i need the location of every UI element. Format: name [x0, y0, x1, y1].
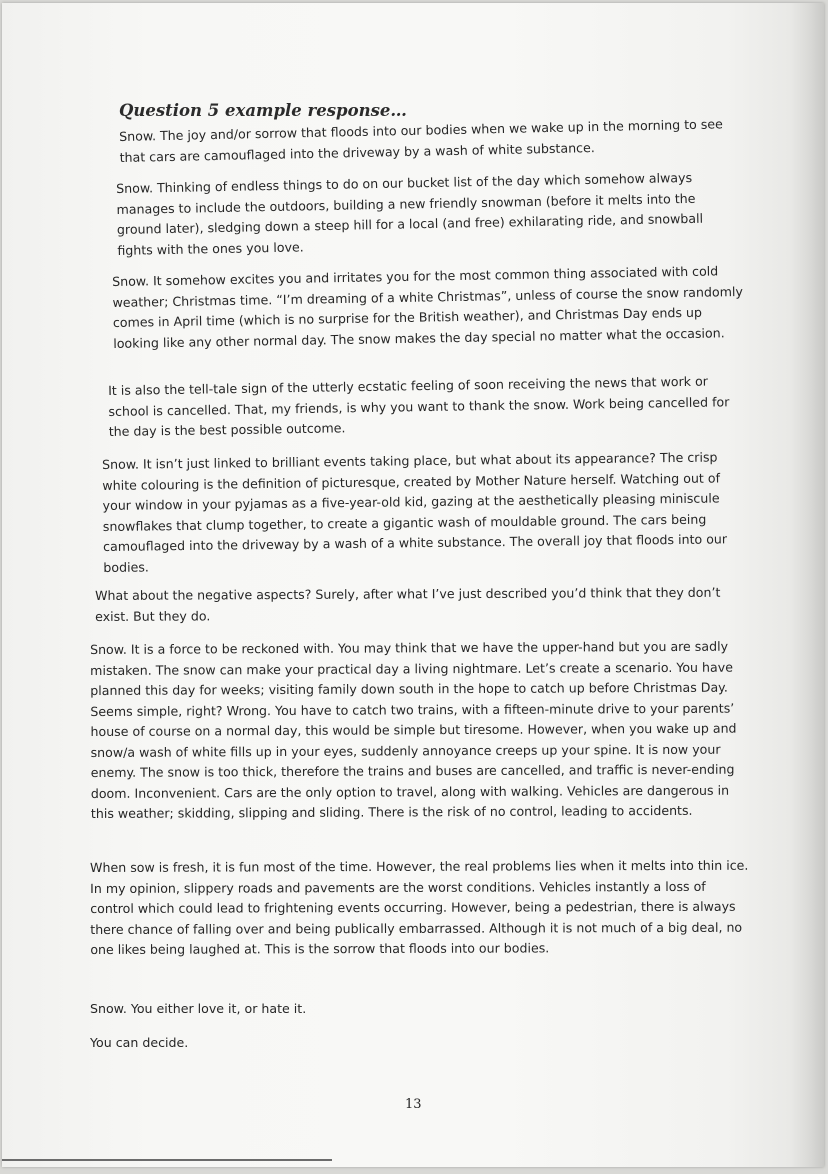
paragraph-1: Snow. The joy and/or sorrow that floods into our bodies when we wake up in the morning to see that cars are camouflaged into the driveway by a wash of white substance.: [119, 116, 723, 165]
paragraph-6: What about the negative aspects? Surely, after what I’ve just described you’d think that they don’t exist. But they do.: [95, 584, 721, 624]
page-number: 13: [405, 1097, 422, 1112]
paragraph-10: You can decide.: [90, 1035, 189, 1050]
paragraph-7: Snow. It is a force to be reckoned with. You may think that we have the upper-hand but you are sadly mistaken. The snow can make your practical day a living nightmare. Let’s create a scenario. You have planned this day for weeks; visiting family down south in the hope to catch up before Christmas Day. Seems simple, right? Wrong. You have to catch two trains, with a fifteen-minute drive to your parents’ house of course on a normal day, this would be simple but tiresome. However, when you wake up and snow/a wash of white fills up in your eyes, suddenly annoyance creeps up your spine. It is now your enemy. The snow is too thick, therefore the trains and buses are cancelled, and traffic is never-ending doom. Inconvenient. Cars are the only option to travel, along with walking. Vehicles are dangerous in this weather; skidding, slipping and sliding. There is the risk of no control, leading to accidents.: [90, 638, 737, 821]
paragraph-2: Snow. Thinking of endless things to do on our bucket list of the day which somehow always manages to include the outdoors, building a new friendly snowman (before it melts into the ground later), sledging down a steep hill for a local (and free) exhilarating ride, and snowball fights with the ones you love.: [116, 169, 704, 258]
paragraph-3: Snow. It somehow excites you and irritates you for the most common thing associated with cold weather; Christmas time. “I’m dreaming of a white Christmas”, unless of course the snow randomly comes in April time (which is no surprise for the British weather), and Christmas Day ends up looking like any other normal day. The snow makes the day special no matter what the occasion.: [112, 263, 743, 351]
bottom-edge-line: [2, 1159, 332, 1161]
document-page: [2, 3, 824, 1167]
page-title: Question 5 example response…: [119, 101, 407, 120]
binding-shadow: [790, 3, 824, 1167]
paragraph-9: Snow. You either love it, or hate it.: [90, 1001, 307, 1016]
paragraph-8: When sow is fresh, it is fun most of the time. However, the real problems lies when it melts into thin ice. In my opinion, slippery roads and pavements are the worst conditions. Vehicles instantly a loss of control which could lead to frightening events occurring. However, being a pedestrian, there is always there chance of falling over and being publically embarrassed. Although it is not much of a big deal, no one likes being laughed at. This is the sorrow that floods into our bodies.: [90, 857, 749, 957]
paragraph-5: Snow. It isn’t just linked to brilliant events taking place, but what about its appearance? The crisp white colouring is the definition of picturesque, created by Mother Nature herself. Watching out of your window in your pyjamas as a five-year-old kid, gazing at the aesthetically pleasing miniscule snowflakes that clump together, to create a gigantic wash of mouldable ground. The cars being camouflaged into the driveway by a wash of a white substance. The overall joy that floods into our bodies.: [102, 449, 728, 575]
paragraph-4: It is also the tell-tale sign of the utterly ecstatic feeling of soon receiving the news that work or school is cancelled. That, my friends, is why you want to thank the snow. Work being cancelled for the day is the best possible outcome.: [108, 373, 730, 439]
